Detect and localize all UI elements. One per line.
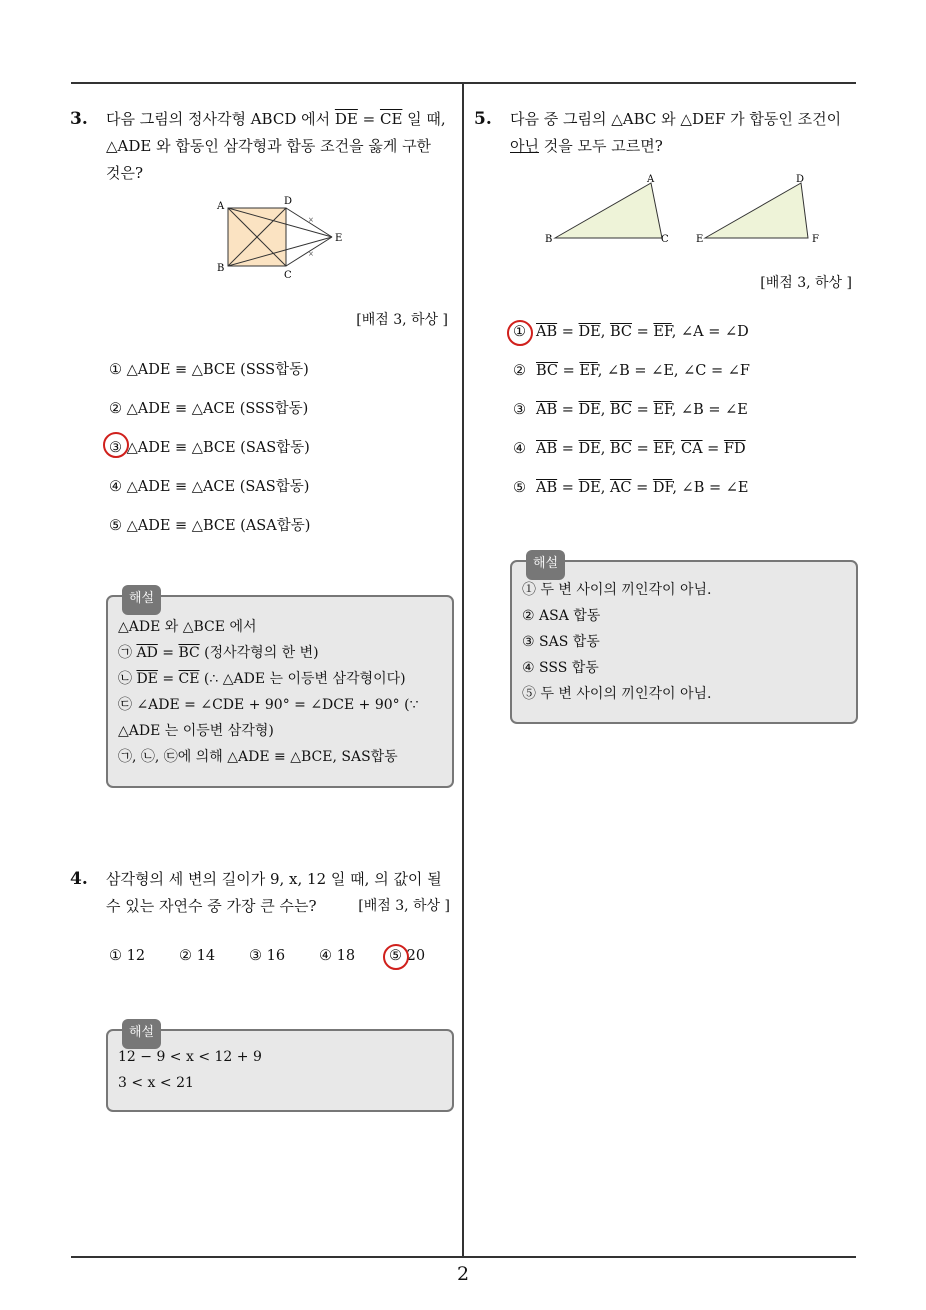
solution-tag: 해설 [526, 550, 565, 580]
solution-line: ⑤ 두 변 사이의 끼인각이 아님. [522, 686, 712, 702]
q5-solution-box [510, 556, 858, 724]
q4-solution-box [106, 1025, 454, 1112]
choice-2[interactable]: ② $\overline{BC} = \overline{EF}$, ∠B = ∠E, ∠C = ∠F [513, 363, 750, 379]
question-number: 5. [474, 109, 492, 129]
choice-5[interactable]: ⑤ 20 [389, 948, 426, 964]
label-d: D [796, 174, 805, 185]
question-stem: 다음 그림의 정사각형 ABCD 에서 $\overline{DE} = \overline{CE}$ 일 때, △ADE 와 합동인 삼각형과 합동 조건을 옳게 구한 것은? [106, 110, 446, 182]
label-e: E [696, 234, 704, 245]
solution-line: ③ SAS 합동 [522, 634, 600, 650]
choice-4[interactable]: ④ 18 [319, 948, 356, 964]
question-number: 4. [70, 869, 88, 889]
question-3 [70, 106, 456, 187]
question-4 [70, 866, 456, 920]
column-divider [462, 82, 464, 1257]
choice-5[interactable]: ⑤ △ADE ≡ △BCE (ASA합동) [109, 518, 311, 534]
choice-3[interactable]: ③ 16 [249, 948, 286, 964]
label-c: C [661, 234, 669, 245]
label-d: D [284, 196, 293, 207]
choice-4[interactable]: ④ $\overline{AB} = \overline{DE}$, $\overline{BC} = \overline{EF}$, $\overline{CA} = \overline{FD}$ [513, 441, 746, 457]
question-stem: 삼각형의 세 변의 길이가 9, x, 12 일 때, 의 값이 될 [106, 870, 442, 888]
question-5 [474, 106, 860, 160]
svg-text:×: × [308, 216, 314, 224]
q5-score: [배점 3, 하상 ] [760, 275, 852, 291]
choice-2[interactable]: ② △ADE ≡ △ACE (SSS합동) [109, 401, 309, 417]
answer-mark-circle [103, 432, 129, 458]
label-a: A [217, 201, 225, 212]
q4-score: [배점 3, 하상 ] [358, 898, 450, 914]
choice-1[interactable]: ① $\overline{AB} = \overline{DE}$, $\overline{BC} = \overline{EF}$, ∠A = ∠D [513, 324, 749, 340]
solution-line: 12 − 9 < x < 12 + 9 [118, 1049, 262, 1065]
label-b: B [217, 263, 225, 274]
solution-tag: 해설 [122, 585, 161, 615]
answer-mark-circle [507, 320, 533, 346]
solution-line: 3 < x < 21 [118, 1075, 194, 1091]
triangle-def [705, 183, 808, 238]
triangle-abc [555, 183, 662, 238]
choice-2[interactable]: ② 14 [179, 948, 216, 964]
label-b: B [545, 234, 553, 245]
choice-1[interactable]: ① 12 [109, 948, 146, 964]
label-f: F [812, 234, 819, 245]
solution-line: ② ASA 합동 [522, 608, 601, 624]
solution-tag: 해설 [122, 1019, 161, 1049]
question-number: 3. [70, 109, 88, 129]
q3-solution-box: 해설 △ADE 와 △BCE 에서 ㉠ $\overline{AD} = \overline{BC}$ (정사각형의 한 변) ㉡ $\overline{DE} = \overline{CE}$ (∴ △ADE 는 이등변 삼각형이다) ㉢ ∠ADE = ∠CDE + 90° = ∠DCE + 90° (∵ △ADE 는 이등변 삼각형) ㉠, ㉡, ㉢에 의해 △ADE ≡ △BCE, SAS합동 [106, 595, 454, 788]
page-number: 2 [456, 1263, 470, 1285]
top-rule [71, 82, 856, 84]
choice-3[interactable]: ③ △ADE ≡ △BCE (SAS합동) [109, 440, 310, 456]
choice-1[interactable]: ① △ADE ≡ △BCE (SSS합동) [109, 362, 309, 378]
triangles-figure [540, 170, 840, 250]
label-e: E [335, 233, 343, 244]
question-stem: 다음 중 그림의 △ABC 와 △DEF 가 합동인 조건이 아닌 것을 모두 고르면? [510, 110, 842, 155]
question-stem-line2: 수 있는 자연수 중 가장 큰 수는? [106, 897, 317, 915]
choice-5[interactable]: ⑤ $\overline{AB} = \overline{DE}$, $\overline{AC} = \overline{DF}$, ∠B = ∠E [513, 480, 749, 496]
answer-mark-circle [383, 944, 409, 970]
bottom-rule [71, 1256, 856, 1258]
q3-score: [배점 3, 하상 ] [356, 312, 448, 328]
square-triangle-figure [210, 192, 360, 282]
label-a: A [647, 174, 655, 185]
label-c: C [284, 270, 292, 281]
choice-4[interactable]: ④ △ADE ≡ △ACE (SAS합동) [109, 479, 310, 495]
choice-3[interactable]: ③ $\overline{AB} = \overline{DE}$, $\overline{BC} = \overline{EF}$, ∠B = ∠E [513, 402, 748, 418]
emphasis-not: 아닌 [510, 137, 539, 155]
svg-text:×: × [308, 250, 314, 258]
solution-line: ④ SSS 합동 [522, 660, 599, 676]
solution-line: ① 두 변 사이의 끼인각이 아님. [522, 582, 712, 598]
